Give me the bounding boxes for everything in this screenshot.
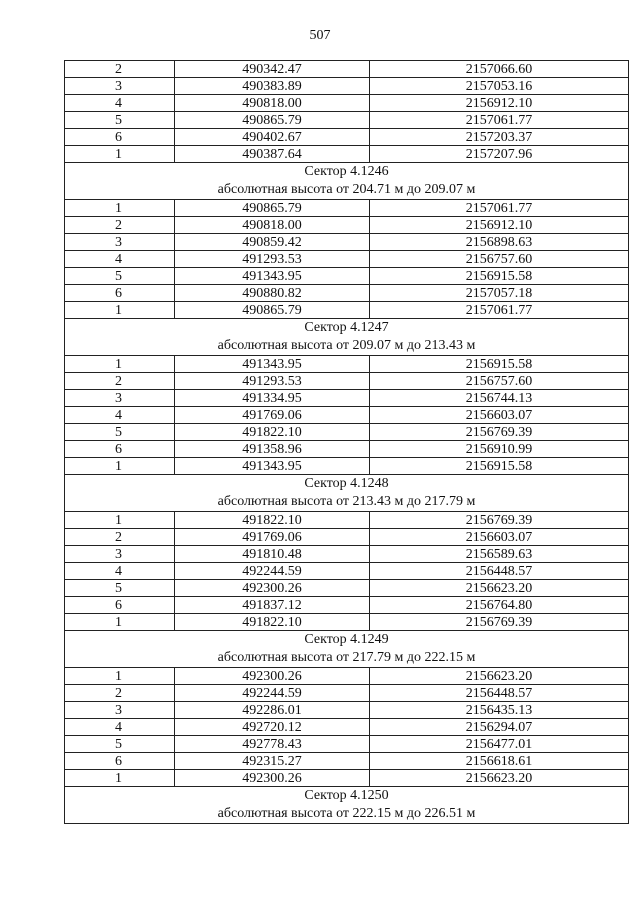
y-coordinate: 2156769.39 <box>370 614 629 631</box>
x-coordinate: 492244.59 <box>175 685 370 702</box>
sector-title: Сектор 4.1248 <box>65 475 629 494</box>
x-coordinate: 491822.10 <box>175 512 370 529</box>
table-row <box>65 302 629 319</box>
sector-title-row <box>65 787 629 806</box>
y-coordinate: 2156769.39 <box>370 512 629 529</box>
y-coordinate: 2156448.57 <box>370 685 629 702</box>
y-coordinate: 2156603.07 <box>370 407 629 424</box>
x-coordinate: 492300.26 <box>175 770 370 787</box>
y-coordinate: 2156623.20 <box>370 580 629 597</box>
y-coordinate: 2156448.57 <box>370 563 629 580</box>
x-coordinate: 490402.67 <box>175 129 370 146</box>
y-coordinate: 2156744.13 <box>370 390 629 407</box>
point-number: 2 <box>65 217 175 234</box>
y-coordinate: 2156898.63 <box>370 234 629 251</box>
point-number: 1 <box>65 146 175 163</box>
point-number: 4 <box>65 251 175 268</box>
point-number: 6 <box>65 597 175 614</box>
y-coordinate: 2157061.77 <box>370 200 629 217</box>
table-row <box>65 200 629 217</box>
x-coordinate: 492244.59 <box>175 563 370 580</box>
x-coordinate: 491769.06 <box>175 529 370 546</box>
point-number: 2 <box>65 373 175 390</box>
table-row <box>65 61 629 78</box>
point-number: 3 <box>65 390 175 407</box>
point-number: 4 <box>65 95 175 112</box>
table-row <box>65 458 629 475</box>
table-row <box>65 563 629 580</box>
table-row <box>65 234 629 251</box>
sector-title: Сектор 4.1249 <box>65 631 629 650</box>
table-row <box>65 668 629 685</box>
table-row <box>65 736 629 753</box>
y-coordinate: 2156477.01 <box>370 736 629 753</box>
x-coordinate: 491343.95 <box>175 356 370 373</box>
y-coordinate: 2156915.58 <box>370 356 629 373</box>
point-number: 4 <box>65 719 175 736</box>
page-number: 507 <box>309 28 331 43</box>
table-row <box>65 407 629 424</box>
y-coordinate: 2156910.99 <box>370 441 629 458</box>
coordinates-table <box>64 60 629 824</box>
x-coordinate: 490865.79 <box>175 302 370 319</box>
table-row <box>65 95 629 112</box>
y-coordinate: 2156915.58 <box>370 268 629 285</box>
y-coordinate: 2156603.07 <box>370 529 629 546</box>
point-number: 1 <box>65 200 175 217</box>
x-coordinate: 492778.43 <box>175 736 370 753</box>
x-coordinate: 491810.48 <box>175 546 370 563</box>
sector-title-row <box>65 163 629 182</box>
point-number: 1 <box>65 458 175 475</box>
x-coordinate: 491822.10 <box>175 614 370 631</box>
point-number: 3 <box>65 234 175 251</box>
x-coordinate: 490387.64 <box>175 146 370 163</box>
table-row <box>65 112 629 129</box>
table-row <box>65 546 629 563</box>
table-row <box>65 512 629 529</box>
x-coordinate: 490818.00 <box>175 95 370 112</box>
y-coordinate: 2156623.20 <box>370 770 629 787</box>
x-coordinate: 492315.27 <box>175 753 370 770</box>
point-number: 5 <box>65 424 175 441</box>
table-row <box>65 356 629 373</box>
y-coordinate: 2157057.18 <box>370 285 629 302</box>
y-coordinate: 2156769.39 <box>370 424 629 441</box>
y-coordinate: 2156757.60 <box>370 373 629 390</box>
y-coordinate: 2157207.96 <box>370 146 629 163</box>
y-coordinate: 2156912.10 <box>370 217 629 234</box>
sector-altitude-row <box>65 493 629 512</box>
sector-title: Сектор 4.1250 <box>65 787 629 806</box>
table-row <box>65 390 629 407</box>
point-number: 4 <box>65 563 175 580</box>
x-coordinate: 492720.12 <box>175 719 370 736</box>
point-number: 6 <box>65 285 175 302</box>
point-number: 2 <box>65 685 175 702</box>
y-coordinate: 2156623.20 <box>370 668 629 685</box>
point-number: 2 <box>65 61 175 78</box>
sector-title-row <box>65 631 629 650</box>
x-coordinate: 490383.89 <box>175 78 370 95</box>
y-coordinate: 2157061.77 <box>370 302 629 319</box>
point-number: 1 <box>65 614 175 631</box>
table-row <box>65 146 629 163</box>
x-coordinate: 491769.06 <box>175 407 370 424</box>
x-coordinate: 491334.95 <box>175 390 370 407</box>
y-coordinate: 2156915.58 <box>370 458 629 475</box>
point-number: 3 <box>65 78 175 95</box>
sector-altitude-row <box>65 805 629 824</box>
table-row <box>65 78 629 95</box>
x-coordinate: 490859.42 <box>175 234 370 251</box>
point-number: 1 <box>65 770 175 787</box>
x-coordinate: 490880.82 <box>175 285 370 302</box>
x-coordinate: 491293.53 <box>175 251 370 268</box>
x-coordinate: 490865.79 <box>175 112 370 129</box>
table-row <box>65 441 629 458</box>
point-number: 4 <box>65 407 175 424</box>
point-number: 5 <box>65 268 175 285</box>
point-number: 5 <box>65 736 175 753</box>
table-row <box>65 373 629 390</box>
x-coordinate: 491293.53 <box>175 373 370 390</box>
table-row <box>65 702 629 719</box>
sector-altitude-row <box>65 337 629 356</box>
table-row <box>65 285 629 302</box>
sector-altitude: абсолютная высота от 217.79 м до 222.15 м <box>65 649 629 668</box>
sector-altitude-row <box>65 649 629 668</box>
x-coordinate: 490342.47 <box>175 61 370 78</box>
point-number: 1 <box>65 668 175 685</box>
y-coordinate: 2157061.77 <box>370 112 629 129</box>
table-row <box>65 129 629 146</box>
table-row <box>65 580 629 597</box>
y-coordinate: 2156435.13 <box>370 702 629 719</box>
x-coordinate: 490818.00 <box>175 217 370 234</box>
y-coordinate: 2157203.37 <box>370 129 629 146</box>
x-coordinate: 491837.12 <box>175 597 370 614</box>
y-coordinate: 2156764.80 <box>370 597 629 614</box>
point-number: 6 <box>65 129 175 146</box>
point-number: 1 <box>65 512 175 529</box>
point-number: 5 <box>65 112 175 129</box>
table-row <box>65 217 629 234</box>
x-coordinate: 491343.95 <box>175 268 370 285</box>
y-coordinate: 2156618.61 <box>370 753 629 770</box>
y-coordinate: 2156912.10 <box>370 95 629 112</box>
table-row <box>65 597 629 614</box>
sector-altitude: абсолютная высота от 209.07 м до 213.43 м <box>65 337 629 356</box>
point-number: 2 <box>65 529 175 546</box>
point-number: 3 <box>65 546 175 563</box>
table-row <box>65 268 629 285</box>
point-number: 6 <box>65 441 175 458</box>
table-row <box>65 753 629 770</box>
table-row <box>65 424 629 441</box>
sector-altitude-row <box>65 181 629 200</box>
x-coordinate: 492286.01 <box>175 702 370 719</box>
x-coordinate: 491822.10 <box>175 424 370 441</box>
point-number: 1 <box>65 302 175 319</box>
point-number: 6 <box>65 753 175 770</box>
point-number: 5 <box>65 580 175 597</box>
y-coordinate: 2156757.60 <box>370 251 629 268</box>
table-row <box>65 719 629 736</box>
table-row <box>65 529 629 546</box>
y-coordinate: 2156589.63 <box>370 546 629 563</box>
sector-title-row <box>65 319 629 338</box>
table-row <box>65 685 629 702</box>
x-coordinate: 490865.79 <box>175 200 370 217</box>
table-row <box>65 251 629 268</box>
x-coordinate: 491358.96 <box>175 441 370 458</box>
table-row <box>65 614 629 631</box>
sector-title: Сектор 4.1247 <box>65 319 629 338</box>
sector-title: Сектор 4.1246 <box>65 163 629 182</box>
y-coordinate: 2157053.16 <box>370 78 629 95</box>
y-coordinate: 2156294.07 <box>370 719 629 736</box>
sector-title-row <box>65 475 629 494</box>
x-coordinate: 491343.95 <box>175 458 370 475</box>
x-coordinate: 492300.26 <box>175 668 370 685</box>
sector-altitude: абсолютная высота от 204.71 м до 209.07 м <box>65 181 629 200</box>
y-coordinate: 2157066.60 <box>370 61 629 78</box>
point-number: 3 <box>65 702 175 719</box>
table-row <box>65 770 629 787</box>
point-number: 1 <box>65 356 175 373</box>
x-coordinate: 492300.26 <box>175 580 370 597</box>
sector-altitude: абсолютная высота от 222.15 м до 226.51 м <box>65 805 629 824</box>
sector-altitude: абсолютная высота от 213.43 м до 217.79 м <box>65 493 629 512</box>
coordinates-table-body <box>65 61 629 824</box>
